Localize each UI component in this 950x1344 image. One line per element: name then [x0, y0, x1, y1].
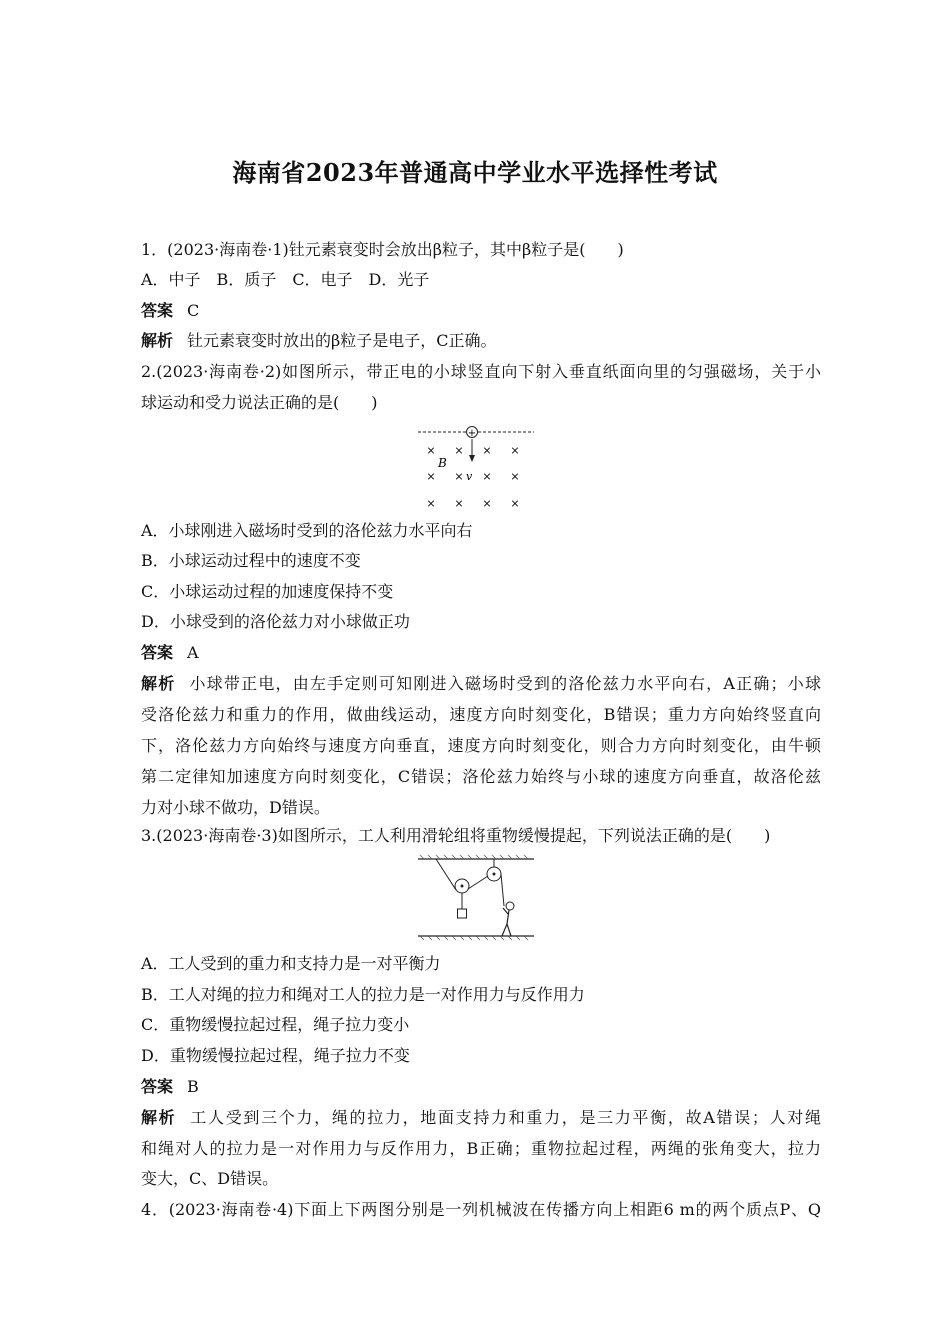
rope-middle	[468, 876, 488, 889]
cross-mark: ×	[510, 444, 520, 457]
charge-symbol: +	[467, 428, 477, 439]
q3-answer	[141, 1077, 821, 1097]
magnetic-field-diagram	[414, 422, 538, 512]
analysis-label: 解析	[141, 331, 174, 350]
analysis-label: 解析	[141, 1108, 177, 1127]
cross-mark: ×	[482, 444, 492, 457]
pulley-figure	[414, 854, 538, 944]
q3-option-c: C．重物缓慢拉起过程，绳子拉力变小	[141, 1015, 410, 1034]
q2-stem-line2: 球运动和受力说法正确的是( )	[141, 393, 378, 412]
cross-mark: ×	[510, 470, 520, 483]
q2-analysis-line3: 下，洛伦兹力方向始终与速度方向垂直，速度方向时刻变化，则合力方向时刻变化，由牛顿	[141, 736, 821, 755]
q2-analysis-line1	[141, 674, 821, 694]
q1-options: A．中子 B．质子 C．电子 D．光子	[141, 270, 430, 289]
answer-value: C	[187, 301, 200, 320]
field-label: B	[438, 456, 447, 470]
rope-left	[436, 859, 456, 890]
cross-mark: ×	[426, 444, 436, 457]
cross-mark: ×	[454, 470, 464, 483]
q2-analysis-line4: 第二定律知加速度方向时刻变化，C错误；洛伦兹力始终与小球的速度方向垂直，故洛伦兹	[141, 767, 821, 786]
analysis-text: 小球带正电，由左手定则可知刚进入磁场时受到的洛伦兹力水平向右，A正确；小球	[189, 674, 821, 693]
q3-analysis-line1	[141, 1108, 821, 1128]
cross-mark: ×	[454, 444, 464, 457]
q3-option-a: A．工人受到的重力和支持力是一对平衡力	[141, 954, 441, 973]
answer-value: B	[187, 1077, 199, 1096]
q3-analysis-line3: 变大，C、D错误。	[141, 1169, 279, 1188]
q4-stem: 4．(2023·海南卷·4)下面上下两图分别是一列机械波在传播方向上相距6 m的两个质点P、Q	[141, 1200, 821, 1219]
rope-to-worker	[501, 874, 504, 906]
weight-block	[458, 909, 467, 918]
movable-pulley-axle	[461, 885, 464, 888]
magnetic-field-figure	[414, 422, 538, 512]
q3-analysis-line2: 和绳对人的拉力是一对作用力与反作用力，B正确；重物拉起过程，两绳的张角变大，拉力	[141, 1139, 821, 1158]
fixed-pulley-axle	[493, 873, 496, 876]
q1-analysis	[141, 331, 821, 351]
cross-mark: ×	[510, 497, 520, 510]
q2-answer	[141, 643, 821, 663]
answer-label: 答案	[141, 301, 174, 320]
answer-value: A	[187, 643, 199, 662]
q3-option-b: B．工人对绳的拉力和绳对工人的拉力是一对作用力与反作用力	[141, 985, 585, 1004]
analysis-label: 解析	[141, 674, 176, 693]
answer-label: 答案	[141, 643, 174, 662]
cross-mark: ×	[482, 497, 492, 510]
q3-stem: 3.(2023·海南卷·3)如图所示，工人利用滑轮组将重物缓慢提起，下列说法正确的是( )	[141, 826, 771, 845]
cross-mark: ×	[426, 470, 436, 483]
cross-mark: ×	[426, 497, 436, 510]
q3-option-d: D．重物缓慢拉起过程，绳子拉力不变	[141, 1046, 410, 1065]
q2-option-b: B．小球运动过程中的速度不变	[141, 551, 361, 570]
answer-label: 答案	[141, 1077, 174, 1096]
q2-option-d: D．小球受到的洛伦兹力对小球做正功	[141, 612, 410, 631]
cross-mark: ×	[482, 470, 492, 483]
q2-option-c: C．小球运动过程的加速度保持不变	[141, 582, 394, 601]
analysis-text: 工人受到三个力，绳的拉力，地面支持力和重力，是三力平衡，故A错误；人对绳	[190, 1108, 821, 1127]
cross-mark: ×	[454, 497, 464, 510]
page-title: 海南省2023年普通高中学业水平选择性考试	[232, 158, 718, 187]
velocity-arrow-head	[469, 455, 475, 462]
worker-head	[506, 902, 514, 910]
pulley-diagram	[414, 854, 538, 944]
worker-body	[502, 908, 511, 936]
analysis-text: 钍元素衰变时放出的β粒子是电子，C正确。	[187, 331, 497, 350]
q2-analysis-line5: 力对小球不做功，D错误。	[141, 798, 330, 817]
q1-stem: 1．(2023·海南卷·1)钍元素衰变时会放出β粒子，其中β粒子是( )	[141, 240, 624, 259]
q2-option-a: A．小球刚进入磁场时受到的洛伦兹力水平向右	[141, 521, 473, 540]
q2-stem-line1: 2.(2023·海南卷·2)如图所示，带正电的小球竖直向下射入垂直纸面向里的匀强磁场，关于小	[141, 362, 821, 381]
velocity-label: v	[466, 470, 473, 483]
q2-analysis-line2: 受洛伦兹力和重力的作用，做曲线运动，速度方向时刻变化，B错误；重力方向始终竖直向	[141, 705, 821, 724]
q1-answer	[141, 301, 821, 321]
